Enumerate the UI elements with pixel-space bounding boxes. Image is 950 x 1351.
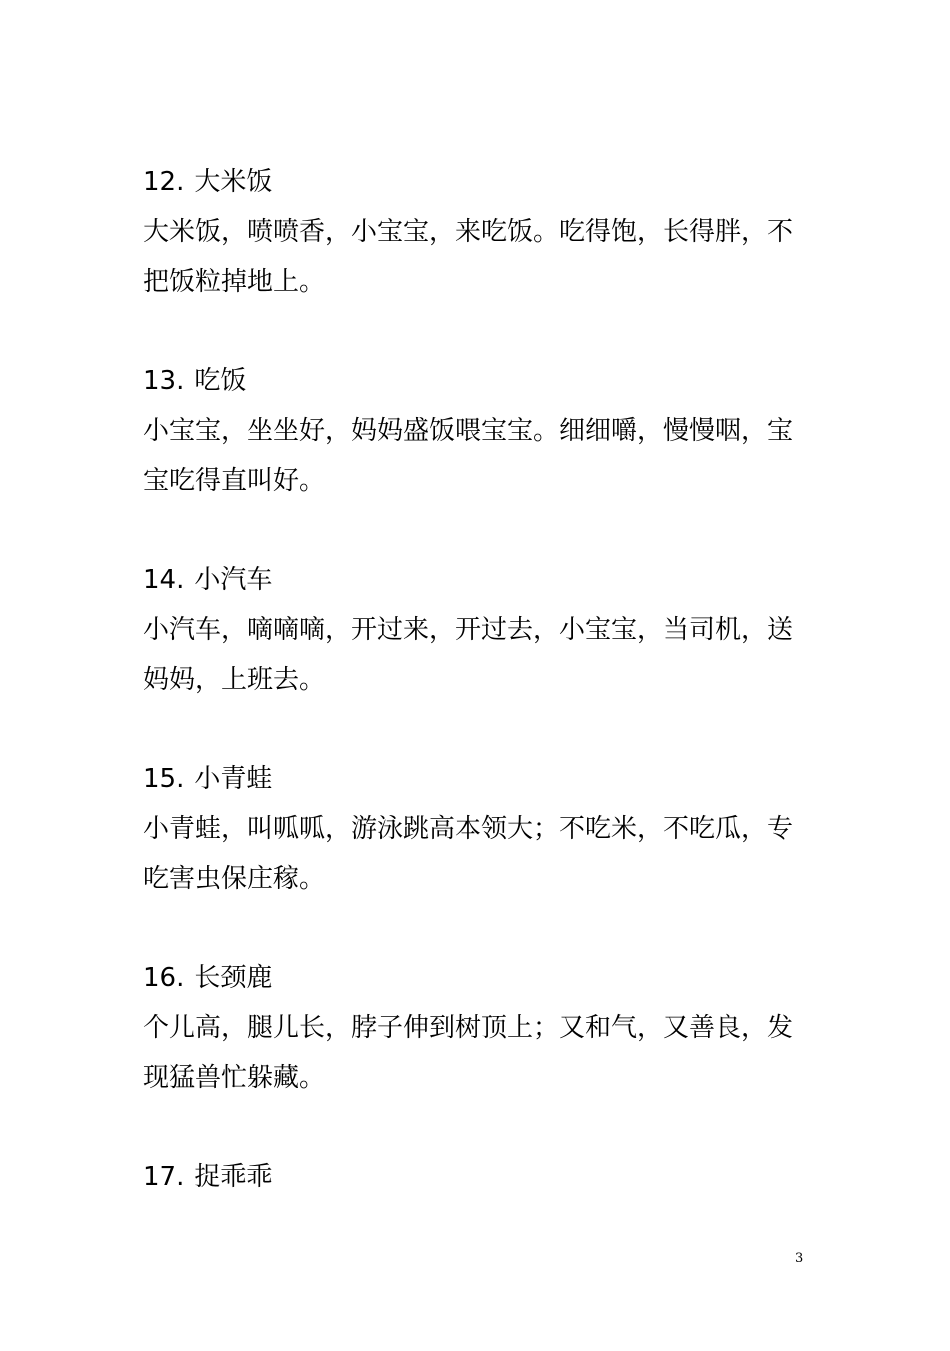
rhyme-heading (143, 356, 813, 406)
rhyme-title: 捉乖乖 (194, 1162, 273, 1192)
rhyme-text: 小宝宝，坐坐好，妈妈盛饭喂宝宝。细细嚼，慢慢咽，宝宝吃得直叫好。 (143, 416, 794, 496)
rhyme-number: 17. (143, 1162, 185, 1192)
rhyme-section-14 (143, 555, 813, 754)
rhyme-heading (143, 953, 813, 1003)
rhyme-number: 15. (143, 764, 185, 794)
rhyme-section-16 (143, 953, 813, 1152)
rhyme-title: 小青蛙 (194, 764, 273, 794)
page-content (143, 157, 813, 1351)
rhyme-title: 小汽车 (194, 565, 273, 595)
rhyme-title: 长颈鹿 (194, 963, 273, 993)
rhyme-text: 小青蛙，叫呱呱，游泳跳高本领大；不吃米，不吃瓜，专吃害虫保庄稼。 (143, 814, 794, 894)
rhyme-heading (143, 157, 813, 207)
rhyme-section-12 (143, 157, 813, 356)
page-number: 3 (795, 1251, 804, 1266)
rhyme-heading (143, 1152, 813, 1202)
rhyme-section-17 (143, 1152, 813, 1351)
rhyme-number: 14. (143, 565, 185, 595)
rhyme-section-15 (143, 754, 813, 953)
rhyme-number: 12. (143, 167, 185, 197)
rhyme-title: 吃饭 (194, 366, 247, 396)
rhyme-number: 13. (143, 366, 185, 396)
rhyme-number: 16. (143, 963, 185, 993)
rhyme-heading (143, 754, 813, 804)
rhyme-text: 小汽车，嘀嘀嘀，开过来，开过去，小宝宝，当司机，送妈妈，上班去。 (143, 615, 794, 695)
rhyme-title: 大米饭 (194, 167, 273, 197)
rhyme-heading (143, 555, 813, 605)
rhyme-text: 个儿高，腿儿长，脖子伸到树顶上；又和气，又善良，发现猛兽忙躲藏。 (143, 1013, 794, 1093)
rhyme-text: 大米饭，喷喷香，小宝宝，来吃饭。吃得饱，长得胖，不把饭粒掉地上。 (143, 217, 794, 297)
rhyme-section-13 (143, 356, 813, 555)
